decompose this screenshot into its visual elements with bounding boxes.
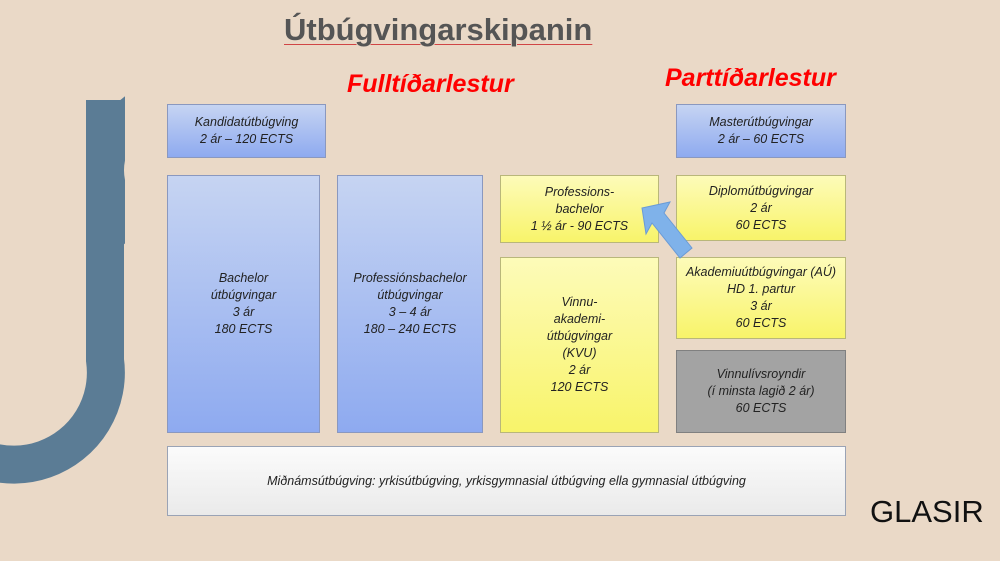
akademi-box: Akademiuútbúgvingar (AÚ) HD 1. partur 3 ár 60 ECTS (676, 257, 846, 339)
decorative-g-glyph (0, 60, 125, 500)
fulltime-heading: Fulltíðarlestur (347, 70, 514, 98)
parttime-heading: Parttíðarlestur (665, 64, 836, 92)
arrow-icon (636, 196, 696, 266)
diplom-box: Diplomútbúgvingar 2 ár 60 ECTS (676, 175, 846, 241)
bachelor-box: Bachelor útbúgvingar 3 ár 180 ECTS (167, 175, 320, 433)
professionsbachelor-box: Professiónsbachelor útbúgvingar 3 – 4 ár 180 – 240 ECTS (337, 175, 483, 433)
glasir-brand: GLASIR (870, 494, 984, 529)
master-box: Masterútbúgvingar 2 ár – 60 ECTS (676, 104, 846, 158)
midnam-box: Miðnámsútbúgving: yrkisútbúgving, yrkisgymnasial útbúgving ella gymnasial útbúgving (167, 446, 846, 516)
page-title: Útbúgvingarskipanin (284, 12, 593, 47)
kandidat-box: Kandidatútbúgving 2 ár – 120 ECTS (167, 104, 326, 158)
vinnulivsroyndir-box: Vinnulívsroyndir (í minsta lagið 2 ár) 60 ECTS (676, 350, 846, 433)
vinnuakademi-box: Vinnu- akademi- útbúgvingar (KVU) 2 ár 120 ECTS (500, 257, 659, 433)
professions-bachelor-short-box: Professions- bachelor 1 ½ ár - 90 ECTS (500, 175, 659, 243)
